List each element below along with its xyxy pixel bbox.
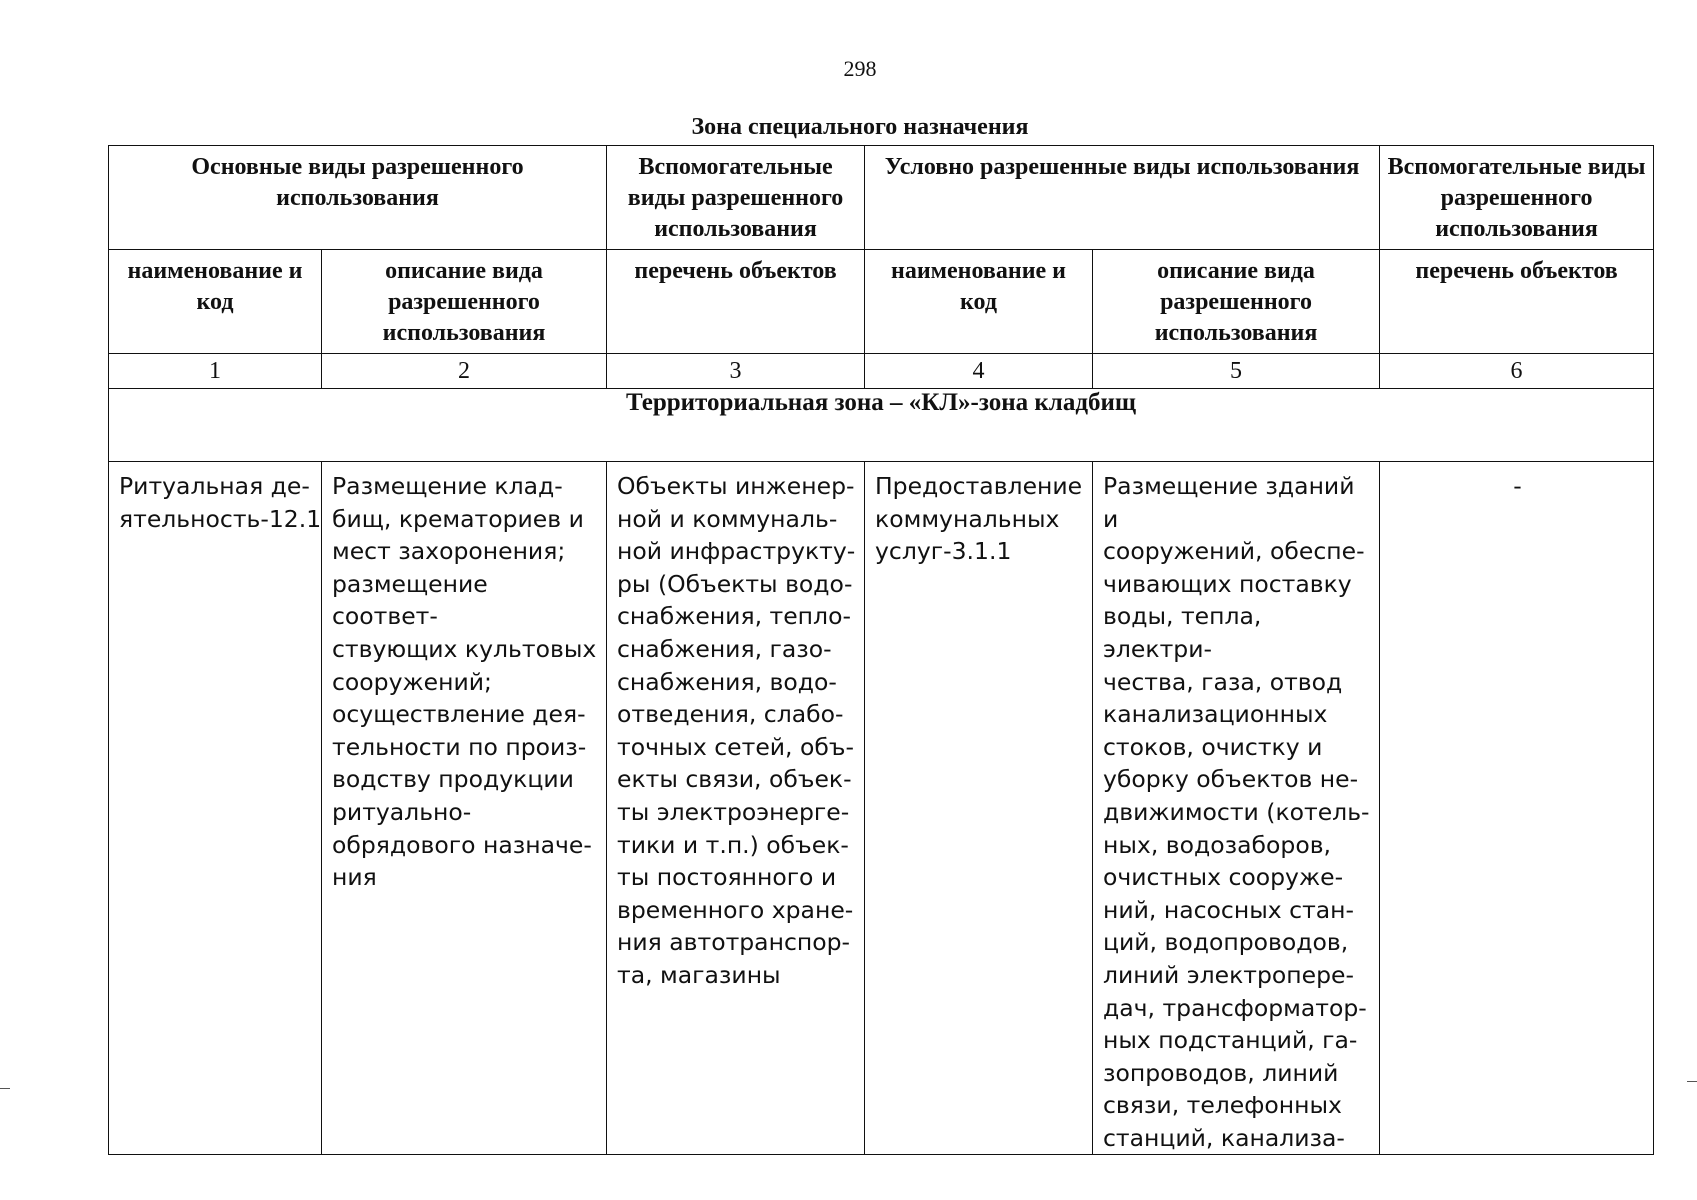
cell-text: Размещение зданий и сооружений, обеспе- чивающих поставку воды, тепла, электри- чества, газа, отвод канализационных стоков, очистку и уборку объектов не- движимости (котель- ных, водозаборов, очистных сооруже- ний, насосных стан- ций, водопроводов, линий электропере- дач, трансформатор- ных подстанций, га- зопроводов, линий связи, телефонных станций, канализа-: [1103, 472, 1370, 1152]
column-number: 1: [109, 354, 322, 389]
column-number: 5: [1093, 354, 1380, 389]
column-number: 6: [1380, 354, 1654, 389]
cell-objects: [607, 462, 865, 1155]
column-number: 3: [607, 354, 865, 389]
header-main-uses: Основные виды разрешенного использования: [109, 146, 607, 250]
header-objects-2: перечень объектов: [1380, 250, 1654, 354]
cell-description-2: [1093, 462, 1380, 1155]
header-group-row: [109, 146, 1654, 250]
cell-text: Ритуальная де- ятельность-12.1: [119, 472, 322, 533]
header-name-code-2: наименование и код: [865, 250, 1093, 354]
page-number: 298: [843, 56, 877, 81]
table-row: [109, 462, 1654, 1155]
zone-title: Территориальная зона – «КЛ»-зона кладбищ: [109, 389, 1654, 462]
cell-description: [322, 462, 607, 1155]
cell-objects-2: [1380, 462, 1654, 1155]
header-name-code: наименование и код: [109, 250, 322, 354]
cell-text: Размещение клад- бищ, крематориев и мест захоронения; размещение соответ- ствующих культовых сооружений; осуществление дея- тельности по произ- водству продукции ритуально- обрядового назначе- ния: [332, 472, 597, 892]
scan-edge-mark: [0, 1088, 10, 1089]
column-number: 4: [865, 354, 1093, 389]
column-number-row: [109, 354, 1654, 389]
header-description-2: описание вида разрешенного использования: [1093, 250, 1380, 354]
cell-text: -: [1513, 472, 1522, 500]
header-conditional-uses: Условно разрешенные виды использования: [865, 146, 1380, 250]
table-title: Зона специального назначения: [691, 114, 1029, 140]
column-number: 2: [322, 354, 607, 389]
zoning-table: [108, 145, 1654, 1155]
scan-edge-mark: [1687, 1081, 1697, 1082]
cell-text: Объекты инженер- ной и коммуналь- ной инфраструкту- ры (Объекты водо- снабжения, тепло- снабжения, газо- снабжения, водо- отведения, слабо- точных сетей, объ- екты связи, объек- ты электроэнерге- тики и т.п.) объек- ты постоянного и временного хране- ния автотранспор- та, магазины: [617, 472, 856, 989]
header-objects: перечень объектов: [607, 250, 865, 354]
header-description: описание вида разрешенного использования: [322, 250, 607, 354]
cell-name-code-2: [865, 462, 1093, 1155]
header-aux-uses: Вспомогательные виды разрешенного использования: [607, 146, 865, 250]
header-aux-uses-2: Вспомогательные виды разрешенного использования: [1380, 146, 1654, 250]
cell-name-code: [109, 462, 322, 1155]
header-sub-row: [109, 250, 1654, 354]
cell-text: Предоставление коммунальных услуг-3.1.1: [875, 472, 1083, 566]
zone-title-row: [109, 389, 1654, 462]
